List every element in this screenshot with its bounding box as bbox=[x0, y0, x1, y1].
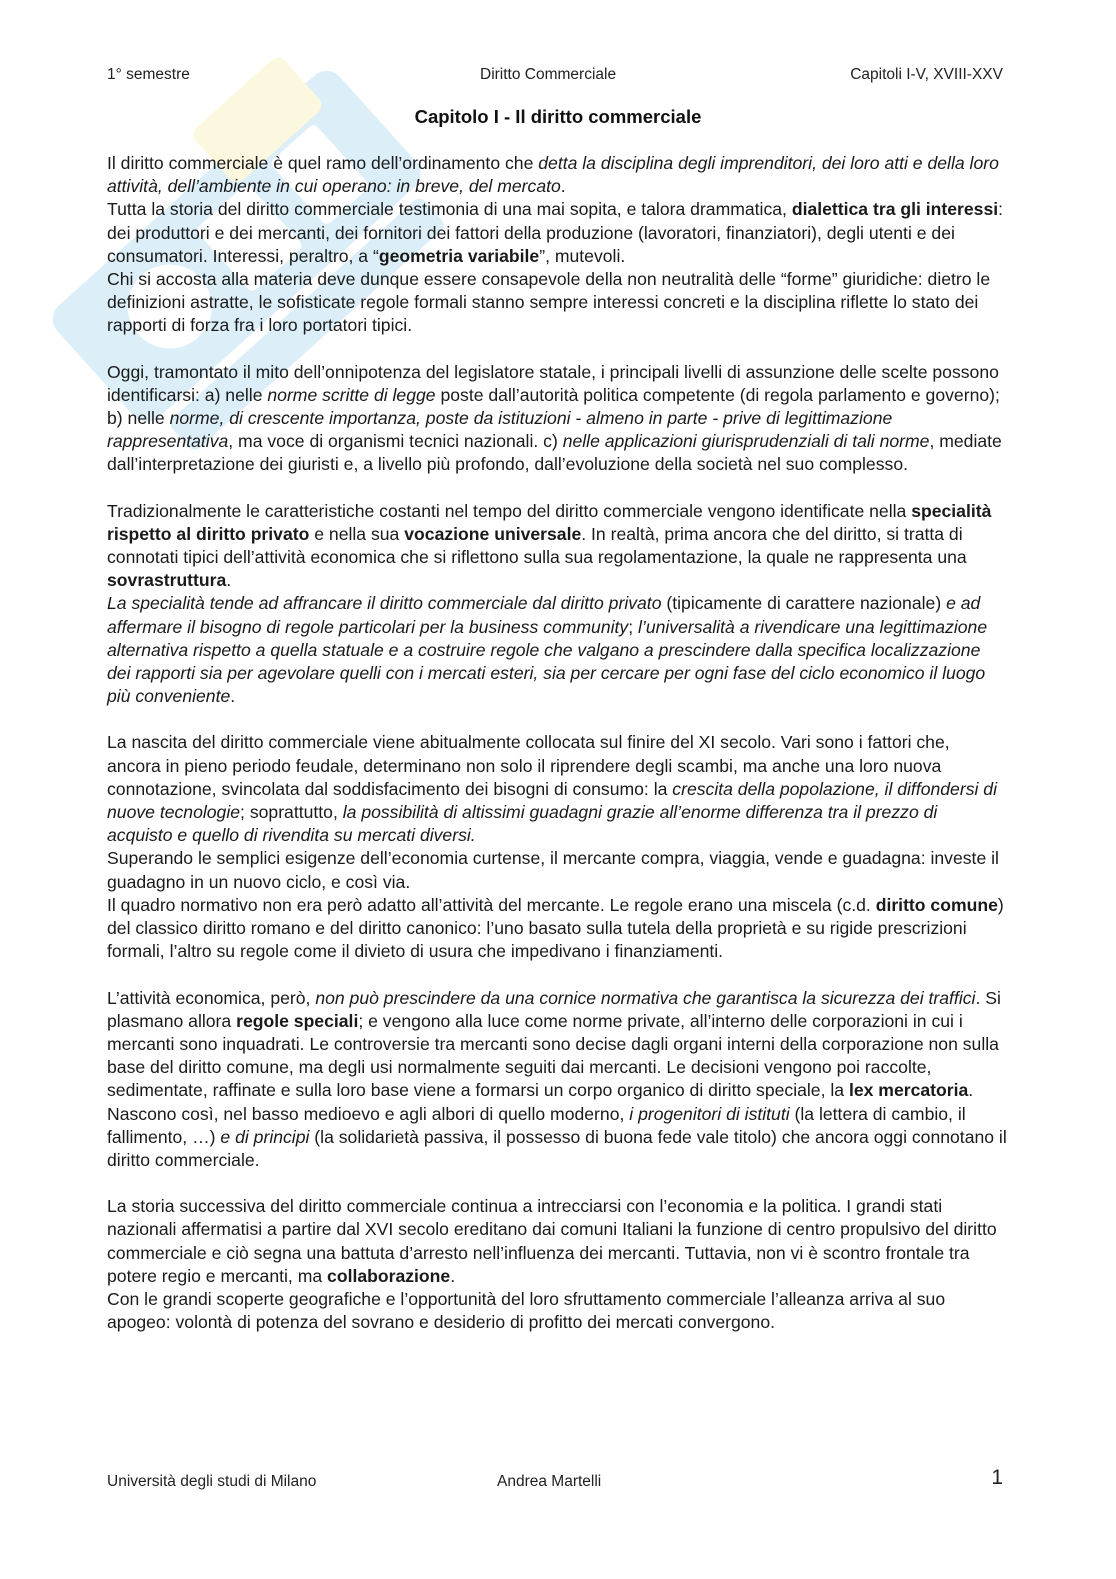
text-run: ; bbox=[628, 616, 638, 637]
italic-text: norme scritte di legge bbox=[267, 384, 436, 405]
text-run: Nascono così, nel basso medioevo e agli albori di quello moderno, bbox=[107, 1103, 630, 1124]
paragraph bbox=[107, 268, 1007, 338]
text-run: e nella sua bbox=[309, 523, 405, 544]
header-semester: 1° semestre bbox=[107, 66, 190, 83]
text-run: Chi si accosta alla materia deve dunque essere consapevole della non neutralità delle “forme” giuridiche: dietro le definizioni astratte, le sofisticate regole formali stanno sempre interessi concreti e la disciplina riflette lo stato dei rapporti di forza fra i loro portatori tipici. bbox=[107, 269, 991, 336]
page-header bbox=[107, 66, 1003, 88]
text-run: La storia successiva del diritto commerciale continua a intrecciarsi con l’economia e la politica. I grandi stati nazionali affermatisi a partire dal XVI secolo ereditano dai comuni Italiani la funzione di centro propulsivo del diritto commerciale e ciò segna una battuta d’arresto nell’influenza dei mercanti. Tuttavia, non vi è scontro frontale tra potere regio e mercanti, ma bbox=[107, 1196, 997, 1286]
paragraph bbox=[107, 847, 1007, 893]
paragraph bbox=[107, 1288, 1007, 1334]
chapter-title: Capitolo I - Il diritto commerciale bbox=[414, 106, 702, 127]
paragraph bbox=[107, 592, 1007, 708]
header-course: Diritto Commerciale bbox=[480, 66, 617, 83]
paragraph bbox=[107, 1195, 1007, 1288]
italic-text: la possibilità di altissimi guadagni grazie all’enorme differenza tra il prezzo di acquisto e quello di rivendita su mercati diversi. bbox=[107, 802, 938, 846]
italic-text: e di principi bbox=[220, 1126, 310, 1147]
italic-text: nelle applicazioni giurisprudenziali di tali norme bbox=[562, 431, 930, 452]
text-run: ; e vengono alla luce come norme private, all’interno delle corporazioni in cui i mercanti sono inquadrati. Le controversie tra mercanti sono decise dagli organi interni della corporazione non sulla base del diritto comune, ma degli usi normalmente seguiti dai mercanti. Le decisioni vengono poi raccolte, sedimentate, raffinate e sulla loro base viene a formarsi un corpo organico di diritto speciale, la bbox=[107, 1010, 999, 1101]
header-chapters: Capitoli I-V, XVIII-XXV bbox=[850, 66, 1003, 83]
text-run: , mediate dall’interpretazione dei giuristi e, a livello più profondo, dall’evoluzione della società nel suo complesso. bbox=[107, 431, 1002, 475]
text-run: . bbox=[968, 1080, 974, 1101]
paragraph bbox=[107, 361, 1007, 477]
text-run: poste dall’autorità politica competente (di regola parlamento e governo); b) nelle bbox=[107, 384, 1000, 429]
text-run: . bbox=[230, 686, 236, 707]
text-run: (la lettera di cambio, il fallimento, …) bbox=[107, 1103, 966, 1147]
paragraph bbox=[107, 500, 1007, 593]
paragraph bbox=[107, 987, 1007, 1103]
italic-text: detta la disciplina degli imprenditori, dei loro atti e della loro attività, dell’ambiente in cui operano: in breve, del mercato bbox=[107, 153, 999, 197]
italic-text: crescita della popolazione, il diffondersi di nuove tecnologie bbox=[107, 778, 997, 823]
text-run: , ma voce di organismi tecnici nazionali. c) bbox=[228, 431, 563, 452]
text-run: Il diritto commerciale è quel ramo dell’ordinamento che bbox=[107, 153, 539, 173]
text-run: La nascita del diritto commerciale viene abitualmente collocata sul finire del XI secolo. Vari sono i fattori che, ancora in pieno periodo feudale, determinano non solo il riprendere degli scambi, ma anche una loro nuova connotazione, svincolata dal soddisfacimento dei bisogni di consumo: la bbox=[107, 732, 950, 799]
paragraph bbox=[107, 894, 1007, 964]
footer-university: Università degli studi di Milano bbox=[107, 1473, 317, 1490]
text-run: . bbox=[450, 1265, 456, 1286]
text-run: (la solidarietà passiva, il possesso di buona fede vale titolo) che ancora oggi connotano il diritto commerciale. bbox=[107, 1126, 1007, 1170]
bold-text: dialettica tra gli interessi bbox=[791, 199, 999, 220]
paragraph bbox=[107, 731, 1007, 847]
italic-text: i progenitori di istituti bbox=[629, 1103, 790, 1124]
bold-text: geometria variabile bbox=[378, 245, 540, 266]
text-run: (tipicamente di carattere nazionale) bbox=[661, 593, 947, 614]
text-run: Oggi, tramontato il mito dell’onnipotenza del legislatore statale, i principali livelli di assunzione delle scelte possono identificarsi: a) nelle bbox=[107, 361, 999, 405]
page-footer bbox=[107, 1466, 1003, 1496]
text-run: . bbox=[560, 176, 566, 197]
text-run: . In realtà, prima ancora che del diritto, si tratta di connotati tipici dell’attività economica che si riflettono sulla sua regolamentazione, la quale ne rappresenta una bbox=[107, 523, 967, 568]
bold-text: vocazione universale bbox=[404, 523, 582, 544]
page-number: 1 bbox=[991, 1466, 1003, 1489]
text-run: Tradizionalmente le caratteristiche costanti nel tempo del diritto commerciale vengono identificate nella bbox=[107, 500, 912, 521]
text-run: ) del classico diritto romano e del diritto canonico: l’uno basato sulla tutela della proprietà e su rigide prescrizioni formali, l’altro su regole come il divieto di usura che impedivano i finanziamenti. bbox=[107, 894, 1004, 962]
document-body bbox=[107, 152, 1007, 1334]
bold-text: collaborazione bbox=[327, 1265, 451, 1286]
footer-author: Andrea Martelli bbox=[497, 1473, 602, 1490]
italic-text: norme, di crescente importanza, poste da istituzioni - almeno in parte - prive di legittimazione rappresentativa bbox=[107, 408, 893, 452]
italic-text: La specialità tende ad affrancare il diritto commerciale dal diritto privato bbox=[107, 593, 662, 614]
paragraph bbox=[107, 198, 1007, 268]
bold-text: regole speciali bbox=[236, 1010, 359, 1031]
italic-text: e ad affermare il bisogno di regole particolari per la business community bbox=[107, 593, 981, 637]
text-run: . bbox=[226, 570, 232, 591]
italic-text: l’universalità a rivendicare una legittimazione alternativa rispetto a quella statuale e a costruire regole che valgano a prescindere dalla specifica localizzazione dei rapporti sia per agevolare quelli con i mercati esteri, sia per cercare per ogni fase del ciclo economico il luogo più conveniente bbox=[107, 616, 988, 707]
bold-text: sovrastruttura bbox=[107, 570, 227, 591]
text-run: Il quadro normativo non era però adatto all’attività del mercante. Le regole erano una miscela (c.d. bbox=[107, 894, 876, 915]
text-run: . Si plasmano allora bbox=[107, 987, 1001, 1031]
bold-text: lex mercatoria bbox=[848, 1080, 969, 1101]
text-run: ; soprattutto, bbox=[240, 802, 343, 823]
bold-text: diritto comune bbox=[875, 894, 998, 915]
text-run: Tutta la storia del diritto commerciale testimonia di una mai sopita, e talora drammatica, bbox=[107, 199, 792, 220]
text-run: : dei produttori e dei mercanti, dei fornitori dei fattori della produzione (lavoratori, finanziatori), degli utenti e dei consumatori. Interessi, peraltro, a “ bbox=[107, 199, 1004, 266]
bold-text: specialità rispetto al diritto privato bbox=[107, 500, 992, 544]
text-run: Superando le semplici esigenze dell’economia curtense, il mercante compra, viaggia, vende e guadagna: investe il guadagno in un nuovo ciclo, e così via. bbox=[107, 848, 999, 892]
text-run: Con le grandi scoperte geografiche e l’opportunità del loro sfruttamento commerciale l’alleanza arriva al suo apogeo: volontà di potenza del sovrano e desiderio di profitto dei mercati convergono. bbox=[107, 1288, 946, 1333]
paragraph bbox=[107, 1103, 1007, 1173]
text-run: ”, mutevoli. bbox=[539, 245, 626, 266]
text-run: L’attività economica, però, bbox=[107, 987, 316, 1008]
italic-text: non può prescindere da una cornice normativa che garantisca la sicurezza dei traffici bbox=[315, 987, 976, 1008]
paragraph bbox=[107, 152, 1007, 198]
